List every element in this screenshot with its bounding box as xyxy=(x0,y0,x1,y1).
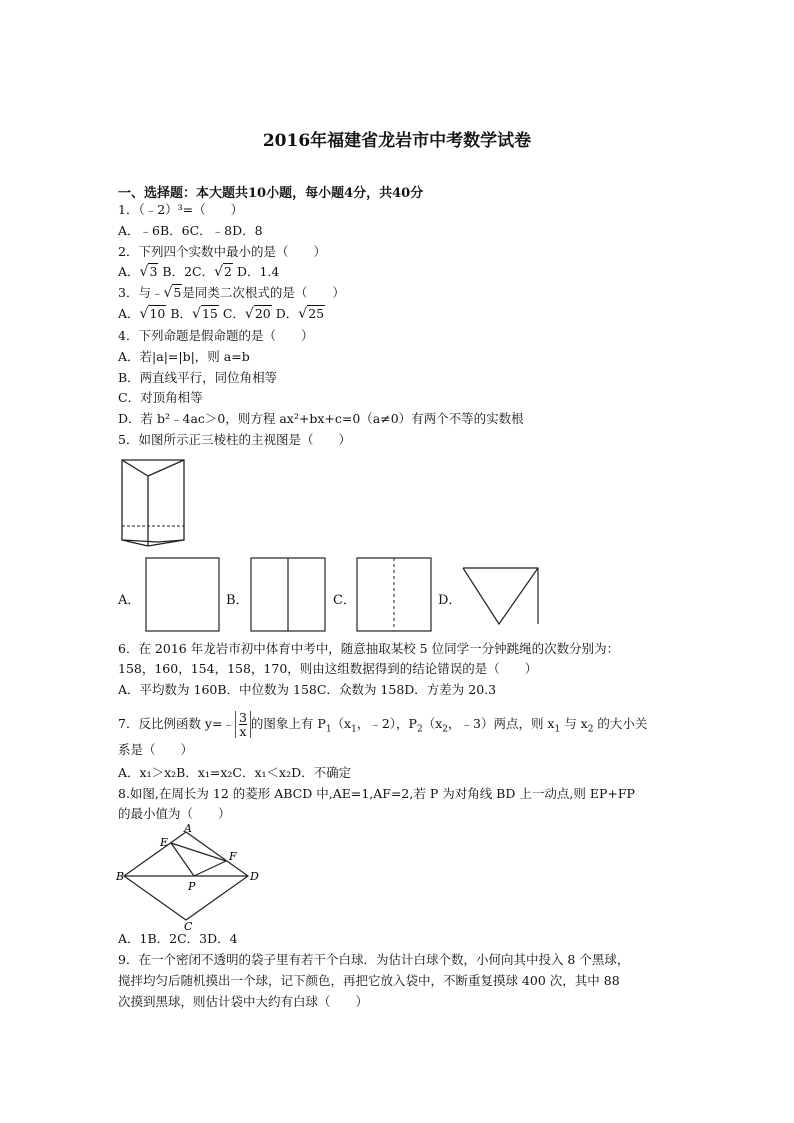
question-6-line-1: 6．在 2016 年龙岩市初中体育中考中，随意抽取某校 5 位同学一分钟跳绳的次数分别为： xyxy=(118,641,620,656)
question-8-line-2: 的最小值为（ ） xyxy=(118,806,231,821)
triangular-prism-figure xyxy=(118,456,190,548)
question-4-option-c: C．对顶角相等 xyxy=(118,390,203,405)
question-4-stem: 4．下列命题是假命题的是（ ） xyxy=(118,328,314,343)
option-b-c-label: B．2C． xyxy=(162,264,215,279)
fraction: $\frac{3}{x}$ xyxy=(235,711,251,738)
question-9-line-2: 搅拌均匀后随机摸出一个球，记下颜色，再把它放入袋中，不断重复摸球 400 次，其中 88 xyxy=(118,973,620,988)
question-2-stem: 2．下列四个实数中最小的是（ ） xyxy=(118,244,326,259)
option-c-label: C． xyxy=(333,593,356,608)
question-7-options: A．x₁＞x₂B．x₁=x₂C．x₁＜x₂D．不确定 xyxy=(118,765,352,780)
question-9-line-1: 9．在一个密闭不透明的袋子里有若干个白球．为估计白球个数，小何向其中投入 8 个黑球， xyxy=(118,952,630,967)
question-8-options: A．1B．2C．3D．4 xyxy=(118,931,238,946)
question-4-option-d: D．若 b²﹣4ac＞0，则方程 ax²+bx+c=0（a≠0）有两个不等的实数根 xyxy=(118,411,524,426)
sqrt-expression: √2 xyxy=(214,264,232,280)
option-a-label: A． xyxy=(118,593,141,608)
point-d-label: D xyxy=(250,870,259,883)
option-d-label: D．1.4 xyxy=(236,264,280,279)
point-b-label: B xyxy=(116,870,125,883)
sqrt-expression: √5 xyxy=(163,285,182,301)
question-1-options: A．﹣6B．6C．﹣8D．8 xyxy=(118,223,263,238)
option-a-label: A． xyxy=(118,264,140,279)
point-e-label: E xyxy=(160,836,169,849)
sqrt-expression: √15 xyxy=(192,306,218,322)
question-4-option-b: B．两直线平行，同位角相等 xyxy=(118,370,278,385)
point-a-label: A xyxy=(184,822,192,835)
question-7-stem: 7．反比例函数 y=﹣ $\frac{3}{x}$ 的图象上有 $P_1(x_1$，﹣2），$P_2(x_2$，﹣3）两点，则 $x_1$ 与 $x_2$ 的大小关 xyxy=(118,710,648,739)
question-6-options: A．平均数为 160B．中位数为 158C．众数为 158D．方差为 20.3 xyxy=(118,682,497,697)
section-heading: 一、选择题：本大题共10小题，每小题4分，共40分 xyxy=(118,186,424,201)
sqrt-expression: √10 xyxy=(139,306,166,322)
question-3-options: A．√10 B．√15 C．√20 D．√25 xyxy=(118,306,325,322)
point-f-label: F xyxy=(229,850,237,863)
sqrt-expression: √3 xyxy=(139,264,158,280)
question-2-options xyxy=(118,264,279,280)
point-p-label: P xyxy=(188,880,196,893)
option-d-label: D． xyxy=(438,593,462,608)
sqrt-expression: √25 xyxy=(298,306,325,322)
option-b-label: B． xyxy=(226,593,249,608)
sqrt-expression: √20 xyxy=(244,306,271,322)
option-a-figure xyxy=(145,557,221,633)
page-title: 2016年福建省龙岩市中考数学试卷 xyxy=(262,131,532,151)
question-4-option-a: A．若|a|=|b|，则 a=b xyxy=(118,349,250,364)
question-8-line-1: 8.如图,在周长为 12 的菱形 ABCD 中,AE=1,AF=2,若 P 为对角线 BD 上一动点,则 EP+FP xyxy=(118,786,635,801)
question-9-line-3: 次摸到黑球，则估计袋中大约有白球（ ） xyxy=(118,994,369,1009)
question-6-line-2: 158，160，154，158，170，则由这组数据得到的结论错误的是（ ） xyxy=(118,661,538,676)
option-d-figure xyxy=(461,566,540,628)
question-7-line-2: 系是（ ） xyxy=(118,742,194,757)
question-5-stem: 5．如图所示正三棱柱的主视图是（ ） xyxy=(118,432,351,447)
option-b-figure xyxy=(250,557,327,633)
question-3-stem: 3．与﹣√5是同类二次根式的是（ ） xyxy=(118,285,345,301)
point-c-label: C xyxy=(184,920,193,930)
option-c-figure xyxy=(356,557,433,633)
rhombus-figure xyxy=(116,822,266,930)
question-1-stem: 1．（﹣2）³=（ ） xyxy=(118,202,244,217)
